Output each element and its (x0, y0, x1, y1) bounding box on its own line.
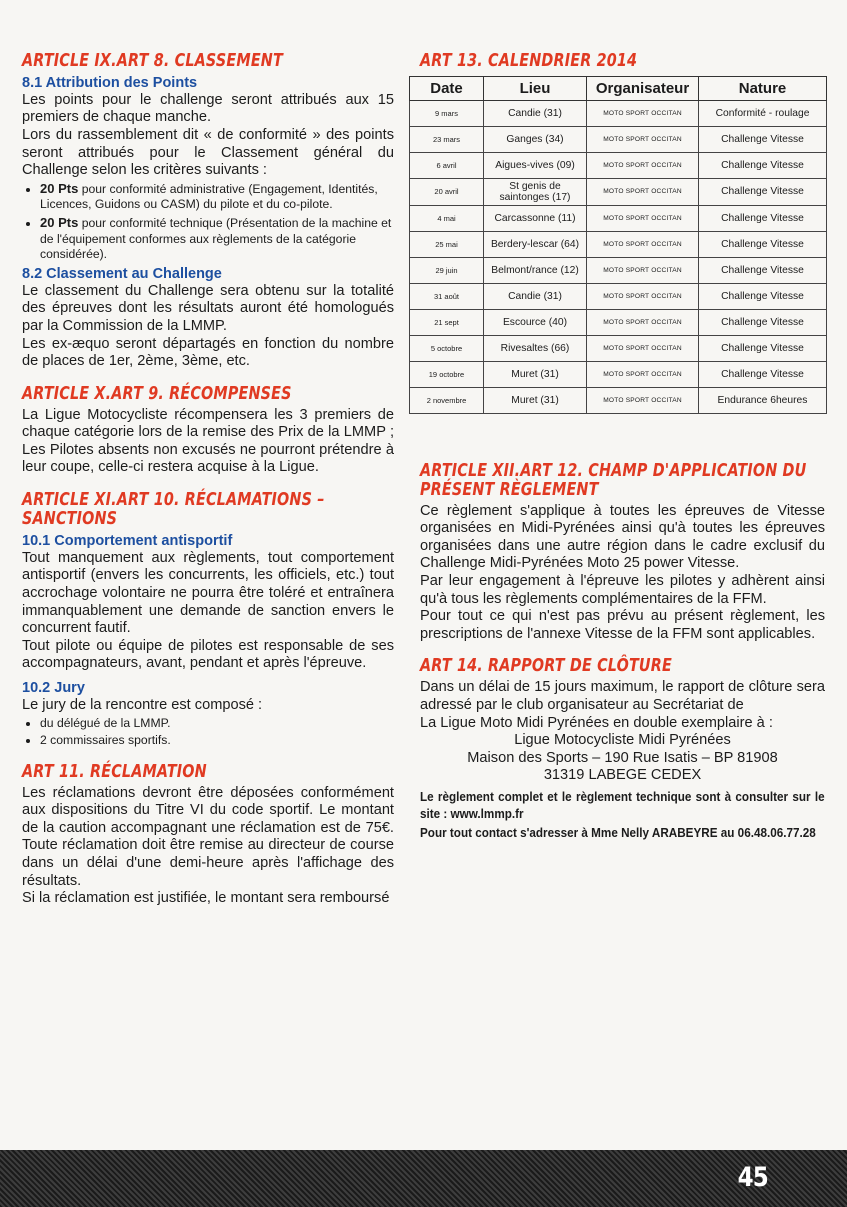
cell-date: 25 mai (410, 231, 484, 257)
article-8-title: ARTICLE IX.ART 8. CLASSEMENT (22, 51, 283, 71)
jury-item: • 2 commissaires sportifs. (40, 733, 394, 749)
address-line-3: 31319 LABEGE CEDEX (543, 767, 702, 784)
calendar-row (410, 387, 827, 413)
section-8-2-title: 8.2 Classement au Challenge (22, 265, 222, 282)
cell-nature: Challenge Vitesse (699, 231, 827, 257)
cell-lieu: Escource (40) (484, 309, 587, 335)
col-header-lieu: Lieu (484, 76, 587, 100)
cell-date: 6 avril (410, 152, 484, 178)
points-item: • 20 Pts pour conformité administrative (Engagement, Identités, Licences, Guidons ou CASM) du pilote et du co-pilote. (40, 181, 394, 213)
calendar-row (410, 309, 827, 335)
cell-date: 4 mai (410, 205, 484, 231)
address-line-2: Maison des Sports – 190 Rue Isatis – BP 81908 (467, 749, 778, 766)
cell-nature: Challenge Vitesse (699, 205, 827, 231)
calendar-row (410, 126, 827, 152)
right-column (420, 52, 825, 841)
section-10-2-title: 10.2 Jury (22, 680, 85, 696)
calendar-row (410, 361, 827, 387)
cell-organisateur: MOTO SPORT OCCITAN (587, 152, 699, 178)
cell-lieu: Berdery-lescar (64) (484, 231, 587, 257)
cell-date: 31 août (410, 283, 484, 309)
article-14-title: ART 14. RAPPORT DE CLÔTURE (420, 656, 672, 677)
cell-lieu: Rivesaltes (66) (484, 335, 587, 361)
section-8-2-p1: Le classement du Challenge sera obtenu sur la totalité des épreuves dont les résultats auront été homologués par la Commission de la LMMP. (22, 282, 394, 335)
cell-nature: Challenge Vitesse (699, 178, 827, 205)
article-9-p1: La Ligue Motocycliste récompensera les 3 premiers de chaque catégorie lors de la remise des Prix de la LMMP ; Les Pilotes absents non excusés ne pourront prétendre à leur coupe, celle-ci restera acquise à la Ligue. (22, 406, 394, 476)
points-list (22, 181, 394, 263)
article-12-p2: Par leur engagement à l'épreuve les pilotes y adhèrent ainsi qu'à tous les règlements complémentaires de la FFM. (420, 573, 825, 607)
col-header-organisateur: Organisateur (587, 76, 699, 100)
col-header-nature: Nature (699, 76, 827, 100)
section-8-1-title: 8.1 Attribution des Points (22, 74, 198, 91)
cell-nature: Challenge Vitesse (699, 361, 827, 387)
cell-lieu: Candie (31) (484, 100, 587, 126)
section-8-1-p2: Lors du rassemblement dit « de conformité » des points seront attribués pour le Classement général du Challenge selon les critères suivants : (22, 127, 394, 179)
cell-nature: Endurance 6heures (699, 387, 827, 413)
calendar-row (410, 100, 827, 126)
article-12-p1: Ce règlement s'applique à toutes les épreuves de Vitesse organisées en Midi-Pyrénées ainsi qu'à toutes les épreuves organisées dans une autre région dans le cadre exclusif du Challenge Midi-Pyrénées Moto 25 power Vitesse. (420, 502, 825, 572)
cell-organisateur: MOTO SPORT OCCITAN (587, 126, 699, 152)
cell-lieu: Muret (31) (484, 361, 587, 387)
points-item: • 20 Pts pour conformité technique (Présentation de la machine et de l'équipement conformes aux règlements de la catégorie considérée). (40, 215, 394, 263)
cell-organisateur: MOTO SPORT OCCITAN (587, 100, 699, 126)
page-number: 45 (738, 1162, 769, 1193)
calendar-row (410, 231, 827, 257)
address-line-1: Ligue Motocycliste Midi Pyrénées (514, 732, 731, 749)
cell-date: 9 mars (410, 100, 484, 126)
website-note: Le règlement complet et le règlement technique sont à consulter sur le site : www.lmmp.fr (420, 788, 825, 821)
cell-date: 2 novembre (410, 387, 484, 413)
cell-nature: Challenge Vitesse (699, 257, 827, 283)
section-8-1-p1: Les points pour le challenge seront attribués aux 15 premiers de chaque manche. (22, 91, 394, 126)
cell-nature: Challenge Vitesse (699, 152, 827, 178)
calendar-row (410, 205, 827, 231)
article-11-p2: Si la réclamation est justifiée, le montant sera remboursé (22, 890, 390, 907)
footer-band (0, 1150, 847, 1207)
calendar-row (410, 178, 827, 205)
calendar-row (410, 283, 827, 309)
cell-organisateur: MOTO SPORT OCCITAN (587, 309, 699, 335)
article-10-title: ARTICLE XI.ART 10. RÉCLAMATIONS – SANCTIONS (22, 490, 325, 529)
cell-organisateur: MOTO SPORT OCCITAN (587, 387, 699, 413)
cell-nature: Challenge Vitesse (699, 126, 827, 152)
cell-lieu: Candie (31) (484, 283, 587, 309)
cell-organisateur: MOTO SPORT OCCITAN (587, 283, 699, 309)
calendar-row (410, 152, 827, 178)
cell-date: 21 sept (410, 309, 484, 335)
section-10-1-p1: Tout manquement aux règlements, tout comportement antisportif (envers les concurrents, les officiels, etc.) tout accrochage volontaire ne pourra être toléré et entraînera immanquablement une demande de sanction envers le concurrent fautif. (22, 549, 394, 637)
section-10-1-title: 10.1 Comportement antisportif (22, 532, 233, 549)
cell-nature: Challenge Vitesse (699, 283, 827, 309)
cell-nature: Challenge Vitesse (699, 335, 827, 361)
cell-organisateur: MOTO SPORT OCCITAN (587, 205, 699, 231)
article-11-title: ART 11. RÉCLAMATION (22, 761, 207, 782)
calendar-header-row (410, 76, 827, 100)
cell-organisateur: MOTO SPORT OCCITAN (587, 178, 699, 205)
article-11-p1: Les réclamations devront être déposées conformément aux dispositions du Titre VI du code sportif. Le montant de la caution accompagnant une réclamation est de 75€. Toute réclamation doit être remise au directeur de course dans un délai d'une demi-heure après l'affichage des résultats. (22, 784, 394, 889)
cell-date: 23 mars (410, 126, 484, 152)
article-14-p1: Dans un délai de 15 jours maximum, le rapport de clôture sera adressé par le club organisateur au Secrétariat de (420, 679, 825, 713)
cell-lieu: St genis de saintonges (17) (484, 178, 587, 205)
article-13-title: ART 13. CALENDRIER 2014 (420, 51, 638, 71)
article-14-p2: La Ligue Moto Midi Pyrénées en double exemplaire à : (420, 714, 773, 731)
cell-date: 5 octobre (410, 335, 484, 361)
cell-lieu: Muret (31) (484, 387, 587, 413)
cell-organisateur: MOTO SPORT OCCITAN (587, 231, 699, 257)
section-10-1-p2: Tout pilote ou équipe de pilotes est responsable de ses accompagnateurs, avant, pendant et après l'épreuve. (22, 637, 394, 672)
cell-nature: Challenge Vitesse (699, 309, 827, 335)
cell-date: 19 octobre (410, 361, 484, 387)
calendar-row (410, 257, 827, 283)
article-9-title: ARTICLE X.ART 9. RÉCOMPENSES (22, 383, 292, 404)
jury-list (22, 716, 394, 749)
cell-lieu: Belmont/rance (12) (484, 257, 587, 283)
contact-note: Pour tout contact s'adresser à Mme Nelly ARABEYRE au 06.48.06.77.28 (420, 824, 816, 840)
cell-lieu: Carcassonne (11) (484, 205, 587, 231)
article-12-p3: Pour tout ce qui n'est pas prévu au présent règlement, les prescriptions de l'annexe Vitesse de la FFM sont applicables. (420, 608, 825, 642)
cell-organisateur: MOTO SPORT OCCITAN (587, 335, 699, 361)
section-8-2-p2: Les ex-æquo seront départagés en fonction du nombre de places de 1er, 2ème, 3ème, etc. (22, 335, 394, 370)
calendar-table (409, 76, 827, 414)
calendar-row (410, 335, 827, 361)
left-column (22, 52, 394, 908)
jury-item: • du délégué de la LMMP. (40, 716, 394, 732)
section-10-2-p1: Le jury de la rencontre est composé : (22, 697, 263, 713)
cell-nature: Conformité - roulage (699, 100, 827, 126)
col-header-date: Date (410, 76, 484, 100)
cell-organisateur: MOTO SPORT OCCITAN (587, 361, 699, 387)
cell-date: 20 avril (410, 178, 484, 205)
cell-lieu: Ganges (34) (484, 126, 587, 152)
cell-lieu: Aigues-vives (09) (484, 152, 587, 178)
cell-date: 29 juin (410, 257, 484, 283)
article-12-title: ARTICLE XII.ART 12. CHAMP D'APPLICATION DU PRÉSENT RÈGLEMENT (420, 460, 807, 500)
cell-organisateur: MOTO SPORT OCCITAN (587, 257, 699, 283)
